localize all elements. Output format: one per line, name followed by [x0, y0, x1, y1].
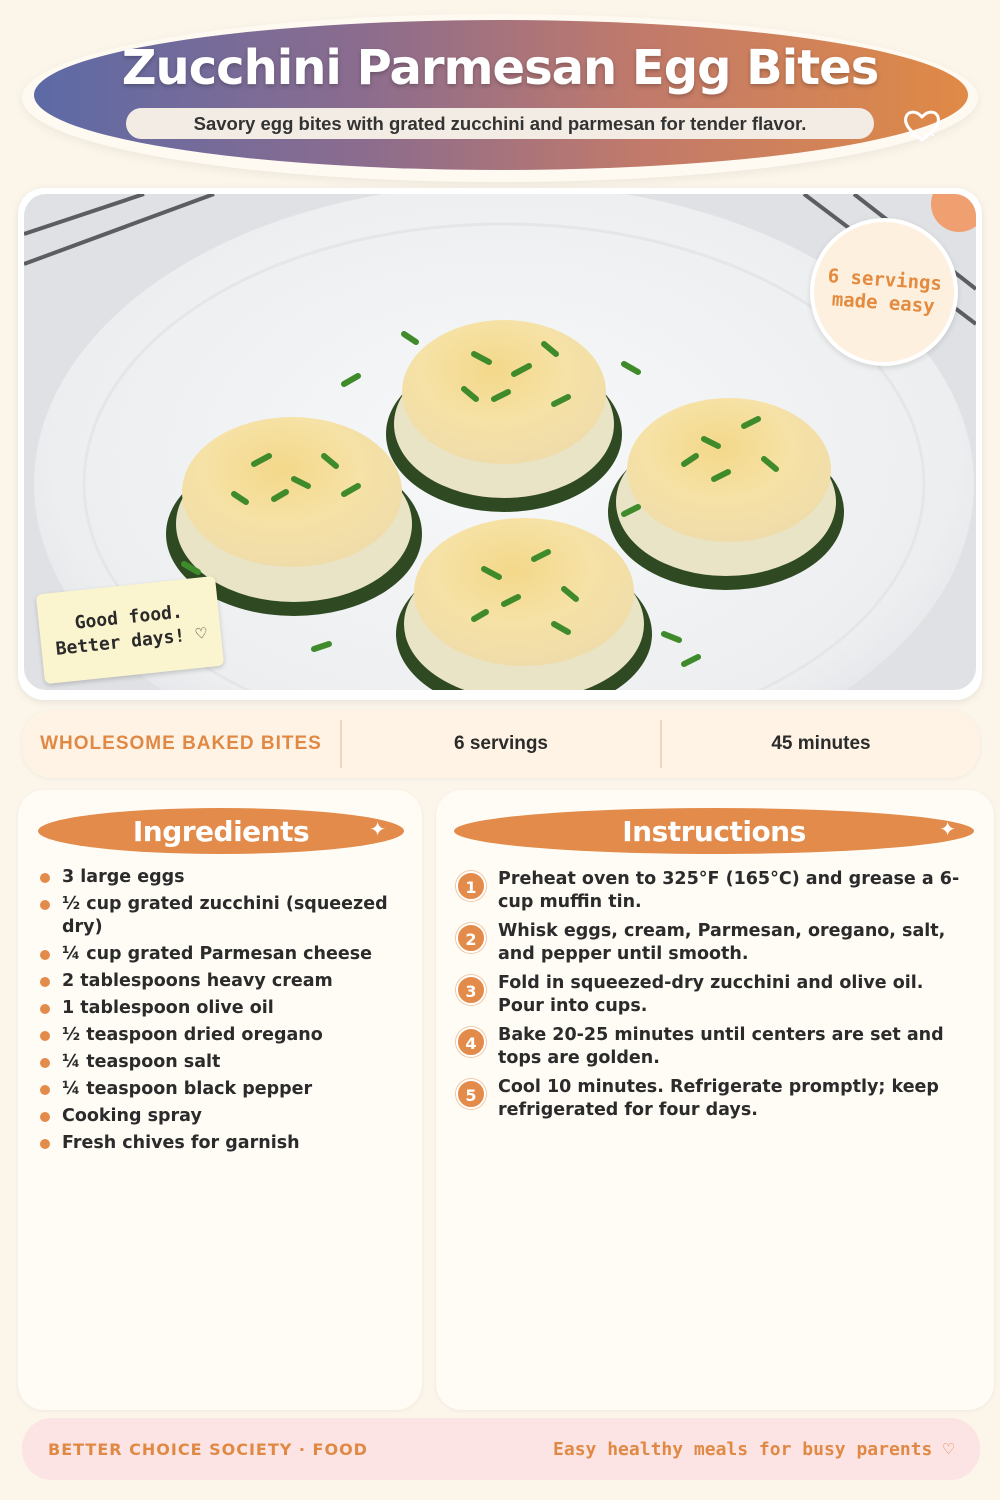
ingredient-item: 2 tablespoons heavy cream — [40, 970, 410, 993]
ingredient-item: ¼ teaspoon salt — [40, 1051, 410, 1074]
step-number: 3 — [456, 975, 486, 1005]
heart-icon — [900, 104, 944, 148]
instruction-step: 1 Preheat oven to 325°F (165°C) and grease a 6-cup muffin tin. — [454, 868, 974, 914]
instructions-title: Instructions — [622, 814, 806, 848]
servings-badge — [810, 218, 958, 366]
bullet-icon — [40, 1085, 50, 1095]
footer — [22, 1418, 980, 1480]
instructions-list — [454, 868, 974, 1128]
ingredient-item: ½ teaspoon dried oregano — [40, 1024, 410, 1047]
instructions-panel — [436, 790, 994, 1410]
ingredient-item: ¼ cup grated Parmesan cheese — [40, 943, 410, 966]
step-number: 5 — [456, 1079, 486, 1109]
ingredient-item: Cooking spray — [40, 1105, 410, 1128]
instruction-step: 3 Fold in squeezed-dry zucchini and olive oil. Pour into cups. — [454, 972, 974, 1018]
bullet-icon — [40, 977, 50, 987]
page-subtitle: Savory egg bites with grated zucchini and parmesan for tender flavor. — [126, 108, 874, 139]
ingredient-item: ½ cup grated zucchini (squeezed dry) — [40, 893, 410, 939]
footer-brand: BETTER CHOICE SOCIETY · FOOD — [48, 1439, 368, 1459]
bullet-icon — [40, 900, 50, 910]
instruction-step: 5 Cool 10 minutes. Refrigerate promptly; keep refrigerated for four days. — [454, 1076, 974, 1122]
bullet-icon — [40, 1031, 50, 1041]
recipe-info-bar — [22, 710, 980, 778]
bullet-icon — [40, 873, 50, 883]
ingredient-item: ¼ teaspoon black pepper — [40, 1078, 410, 1101]
instruction-step: 4 Bake 20-25 minutes until centers are set and tops are golden. — [454, 1024, 974, 1070]
page-title: Zucchini Parmesan Egg Bites — [121, 40, 879, 96]
note-sticker — [36, 576, 224, 684]
bullet-icon — [40, 1004, 50, 1014]
footer-tagline: Easy healthy meals for busy parents ♡ — [553, 1438, 954, 1460]
instructions-header — [454, 808, 974, 854]
sparkle-icon: ✦ — [939, 817, 956, 841]
ingredients-panel — [18, 790, 422, 1410]
step-number: 4 — [456, 1027, 486, 1057]
recipe-category: WHOLESOME BAKED BITES — [40, 733, 322, 754]
recipe-servings: 6 servings — [454, 733, 548, 754]
ingredients-list — [40, 866, 410, 1159]
ingredients-header — [38, 808, 404, 854]
bullet-icon — [40, 950, 50, 960]
bullet-icon — [40, 1058, 50, 1068]
note-sticker-text: Good food. Better days! ♡ — [54, 601, 208, 660]
ingredient-item: 1 tablespoon olive oil — [40, 997, 410, 1020]
recipe-time: 45 minutes — [771, 733, 871, 754]
bullet-icon — [40, 1112, 50, 1122]
ingredient-item: Fresh chives for garnish — [40, 1132, 410, 1155]
ingredient-item: 3 large eggs — [40, 866, 410, 889]
step-number: 2 — [456, 923, 486, 953]
bullet-icon — [40, 1139, 50, 1149]
ingredients-title: Ingredients — [132, 814, 310, 848]
sparkle-icon: ✦ — [369, 817, 386, 841]
servings-badge-text: 6 servings made easy — [827, 265, 943, 318]
step-number: 1 — [456, 871, 486, 901]
instruction-step: 2 Whisk eggs, cream, Parmesan, oregano, salt, and pepper until smooth. — [454, 920, 974, 966]
